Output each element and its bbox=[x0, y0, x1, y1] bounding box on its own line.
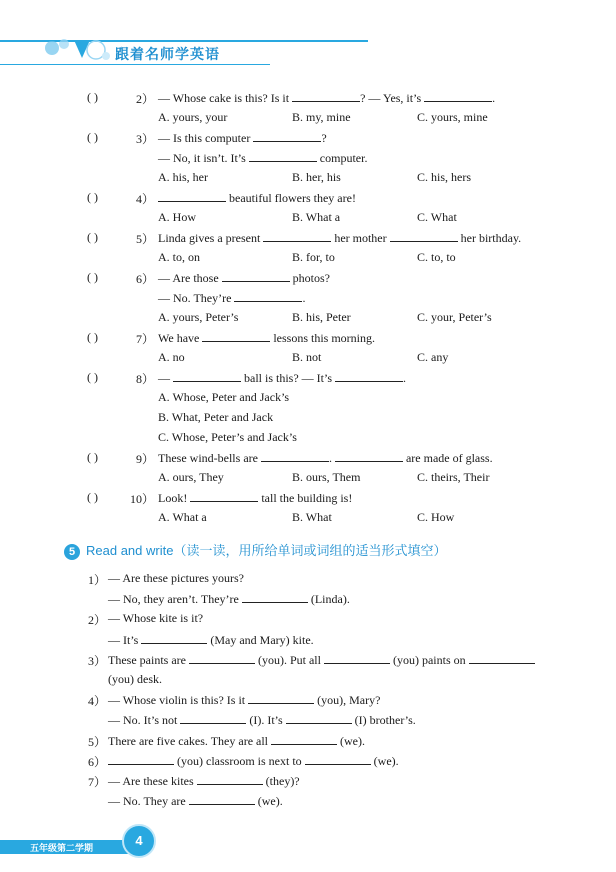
sentence-text: Linda gives a present bbox=[158, 231, 264, 245]
item-number: 1） bbox=[88, 573, 107, 587]
answer-paren[interactable]: ( ) bbox=[87, 330, 98, 344]
answer-blank[interactable] bbox=[234, 290, 302, 302]
answer-paren[interactable]: ( ) bbox=[87, 90, 98, 104]
answer-option[interactable]: C. his, hers bbox=[417, 170, 471, 184]
question-stem bbox=[158, 190, 356, 206]
header-decoration-icon bbox=[44, 34, 112, 66]
sentence-text: (we). bbox=[370, 753, 399, 768]
sentence-text: — Are these kites bbox=[108, 774, 197, 788]
sentence-text: (we). bbox=[254, 794, 283, 809]
answer-option[interactable]: A. How bbox=[158, 210, 196, 224]
answer-option[interactable]: B. ours, Them bbox=[292, 470, 361, 484]
answer-option[interactable]: C. yours, mine bbox=[417, 110, 488, 124]
question-stem bbox=[158, 90, 495, 106]
question-stem bbox=[158, 230, 521, 246]
section-title-cn: （读一读，用所给单词或词组的适当形式填空） bbox=[173, 543, 447, 558]
sentence-text: (I) brother’s. bbox=[351, 713, 416, 728]
answer-option[interactable]: A. Whose, Peter and Jack’s bbox=[158, 390, 290, 404]
footer-grade-label: 五年级第二学期 bbox=[30, 844, 94, 854]
answer-option[interactable]: C. What bbox=[417, 210, 457, 224]
answer-blank[interactable] bbox=[141, 632, 207, 644]
question-number: 6） bbox=[136, 272, 155, 286]
answer-blank[interactable] bbox=[335, 450, 403, 462]
item-sentence bbox=[108, 632, 314, 648]
question-number: 2） bbox=[136, 92, 155, 106]
answer-option[interactable]: B. her, his bbox=[292, 170, 341, 184]
answer-blank[interactable] bbox=[390, 230, 458, 242]
sentence-text: — Are these pictures yours? bbox=[108, 571, 244, 585]
answer-blank[interactable] bbox=[222, 270, 290, 282]
item-number: 4） bbox=[88, 694, 107, 709]
sentence-text: (I). It’s bbox=[246, 713, 286, 728]
question-stem bbox=[158, 270, 330, 286]
answer-option[interactable]: B. What a bbox=[292, 210, 341, 224]
sentence-text: — No, they aren’t. They’re bbox=[108, 592, 242, 607]
sentence-text: . bbox=[328, 451, 335, 465]
sentence-text: photos? bbox=[289, 271, 330, 285]
sentence-text: — Whose cake is this? Is it bbox=[158, 91, 293, 105]
question-stem bbox=[158, 370, 406, 386]
answer-option[interactable]: C. Whose, Peter’s and Jack’s bbox=[158, 430, 297, 444]
sentence-text: computer. bbox=[316, 151, 368, 165]
answer-option[interactable]: B. my, mine bbox=[292, 110, 351, 124]
sentence-text: These wind-bells are bbox=[158, 451, 261, 465]
item-sentence bbox=[108, 692, 380, 708]
answer-option[interactable]: A. yours, Peter’s bbox=[158, 310, 239, 324]
sentence-text: ball is this? — It’s bbox=[241, 371, 335, 385]
sentence-text: — Are those bbox=[158, 271, 222, 285]
question-number: 10） bbox=[130, 492, 155, 506]
question-number: 8） bbox=[136, 372, 155, 386]
item-sentence bbox=[108, 611, 203, 626]
answer-option[interactable]: B. his, Peter bbox=[292, 310, 351, 324]
answer-option[interactable]: A. ours, They bbox=[158, 470, 224, 484]
answer-blank[interactable] bbox=[197, 773, 263, 785]
sentence-text: her birthday. bbox=[457, 231, 522, 245]
page-header-title: 跟着名师学英语 bbox=[115, 47, 220, 63]
answer-paren[interactable]: ( ) bbox=[87, 490, 98, 504]
answer-option[interactable]: A. yours, your bbox=[158, 110, 228, 124]
item-sentence bbox=[108, 733, 365, 749]
sentence-text: These paints are bbox=[108, 652, 189, 667]
answer-blank[interactable] bbox=[263, 230, 331, 242]
sentence-text: — Whose kite is it? bbox=[108, 611, 204, 626]
sentence-text: There are five cakes. They are all bbox=[108, 733, 272, 748]
question-number: 5） bbox=[136, 232, 155, 246]
answer-blank[interactable] bbox=[286, 712, 352, 724]
answer-option[interactable]: C. theirs, Their bbox=[417, 470, 490, 484]
answer-option[interactable]: B. What, Peter and Jack bbox=[158, 410, 274, 424]
answer-option[interactable]: A. What a bbox=[158, 510, 207, 524]
answer-blank[interactable] bbox=[324, 652, 390, 664]
sentence-text: (they)? bbox=[262, 774, 300, 788]
answer-blank[interactable] bbox=[271, 733, 337, 745]
sentence-text: lessons this morning. bbox=[270, 331, 376, 345]
item-sentence bbox=[108, 672, 162, 687]
sentence-text: (you), Mary? bbox=[314, 693, 381, 708]
answer-option[interactable]: B. for, to bbox=[292, 250, 335, 264]
item-number: 6） bbox=[88, 754, 107, 769]
sentence-text: We have bbox=[158, 331, 203, 345]
item-sentence bbox=[108, 712, 416, 728]
answer-option[interactable]: C. any bbox=[417, 350, 449, 364]
answer-blank[interactable] bbox=[202, 330, 270, 342]
item-sentence bbox=[108, 652, 535, 668]
sentence-text: beautiful flowers they are! bbox=[226, 191, 356, 205]
answer-option[interactable]: B. not bbox=[292, 350, 322, 364]
item-sentence bbox=[108, 753, 399, 769]
question-number: 9） bbox=[136, 452, 155, 466]
section-5-heading bbox=[64, 540, 446, 560]
sentence-text: ? — Yes, it’s bbox=[360, 91, 425, 105]
question-number: 7） bbox=[136, 332, 155, 346]
answer-blank[interactable] bbox=[253, 130, 321, 142]
answer-option[interactable]: A. no bbox=[158, 350, 185, 364]
item-sentence bbox=[108, 793, 283, 809]
answer-paren[interactable]: ( ) bbox=[87, 370, 98, 384]
answer-blank[interactable] bbox=[292, 90, 360, 102]
answer-option[interactable]: C. to, to bbox=[417, 250, 456, 264]
sentence-text: are made of glass. bbox=[402, 451, 493, 465]
answer-blank[interactable] bbox=[469, 652, 535, 664]
question-stem bbox=[158, 130, 327, 146]
question-stem bbox=[158, 450, 493, 466]
page-number: 4 bbox=[122, 824, 156, 858]
answer-paren[interactable]: ( ) bbox=[87, 450, 98, 464]
sentence-text: (you) paints on bbox=[389, 652, 469, 667]
item-number: 2） bbox=[88, 613, 107, 628]
item-number: 3） bbox=[88, 653, 107, 668]
sentence-text: — No. It’s not bbox=[108, 713, 181, 728]
answer-option[interactable]: B. What bbox=[292, 510, 332, 524]
answer-blank[interactable] bbox=[180, 712, 246, 724]
sentence-text: (you) desk. bbox=[108, 672, 162, 686]
answer-blank[interactable] bbox=[189, 793, 255, 805]
sentence-text: her mother bbox=[331, 231, 390, 245]
answer-paren[interactable]: ( ) bbox=[87, 270, 98, 284]
sentence-text: tall the building is! bbox=[258, 491, 353, 505]
answer-blank[interactable] bbox=[173, 370, 241, 382]
item-number: 5） bbox=[88, 734, 107, 749]
answer-paren[interactable]: ( ) bbox=[87, 190, 98, 204]
item-number: 7） bbox=[88, 775, 107, 789]
sentence-text: — No. They’re bbox=[158, 291, 235, 305]
sentence-text: . bbox=[492, 91, 496, 105]
sentence-text: ? bbox=[321, 131, 327, 145]
answer-blank[interactable] bbox=[261, 450, 329, 462]
answer-blank[interactable] bbox=[249, 150, 317, 162]
answer-blank[interactable] bbox=[335, 370, 403, 382]
answer-blank[interactable] bbox=[108, 753, 174, 765]
sentence-text: Look! bbox=[158, 491, 191, 505]
answer-blank[interactable] bbox=[189, 652, 255, 664]
answer-option[interactable]: A. to, on bbox=[158, 250, 200, 264]
sentence-text: (you). Put all bbox=[254, 652, 324, 667]
question-stem bbox=[158, 330, 375, 346]
question-number: 4） bbox=[136, 192, 155, 206]
item-sentence bbox=[108, 571, 244, 586]
sentence-text: — Is this computer bbox=[158, 131, 254, 145]
answer-blank[interactable] bbox=[248, 692, 314, 704]
answer-option[interactable]: A. his, her bbox=[158, 170, 208, 184]
answer-blank[interactable] bbox=[305, 753, 371, 765]
sentence-text: — bbox=[158, 371, 173, 385]
item-sentence bbox=[108, 773, 300, 789]
header-rule-bottom bbox=[0, 64, 270, 65]
section-title-en: Read and write bbox=[86, 543, 174, 558]
sentence-text: . bbox=[403, 371, 406, 385]
question-number: 3） bbox=[136, 132, 155, 146]
sentence-text: (we). bbox=[337, 733, 365, 748]
answer-blank[interactable] bbox=[158, 190, 226, 202]
answer-blank[interactable] bbox=[424, 90, 492, 102]
sentence-text: . bbox=[302, 291, 306, 305]
sentence-text: (May and Mary) kite. bbox=[207, 632, 314, 647]
sentence-text: — Whose violin is this? Is it bbox=[108, 693, 249, 708]
answer-blank[interactable] bbox=[242, 591, 308, 603]
sentence-text: — No, it isn’t. It’s bbox=[158, 151, 249, 165]
sentence-text: — It’s bbox=[108, 632, 142, 647]
sentence-text: (you) classroom is next to bbox=[174, 753, 305, 768]
answer-option[interactable]: C. How bbox=[417, 510, 455, 524]
question-stem bbox=[158, 490, 352, 506]
section-number-badge: 5 bbox=[64, 544, 80, 560]
answer-option[interactable]: C. your, Peter’s bbox=[417, 310, 492, 324]
sentence-text: — No. They are bbox=[108, 794, 189, 809]
answer-blank[interactable] bbox=[190, 490, 258, 502]
answer-paren[interactable]: ( ) bbox=[87, 130, 98, 144]
sentence-text: (Linda). bbox=[307, 592, 350, 607]
item-sentence bbox=[108, 591, 350, 607]
answer-paren[interactable]: ( ) bbox=[87, 230, 98, 244]
